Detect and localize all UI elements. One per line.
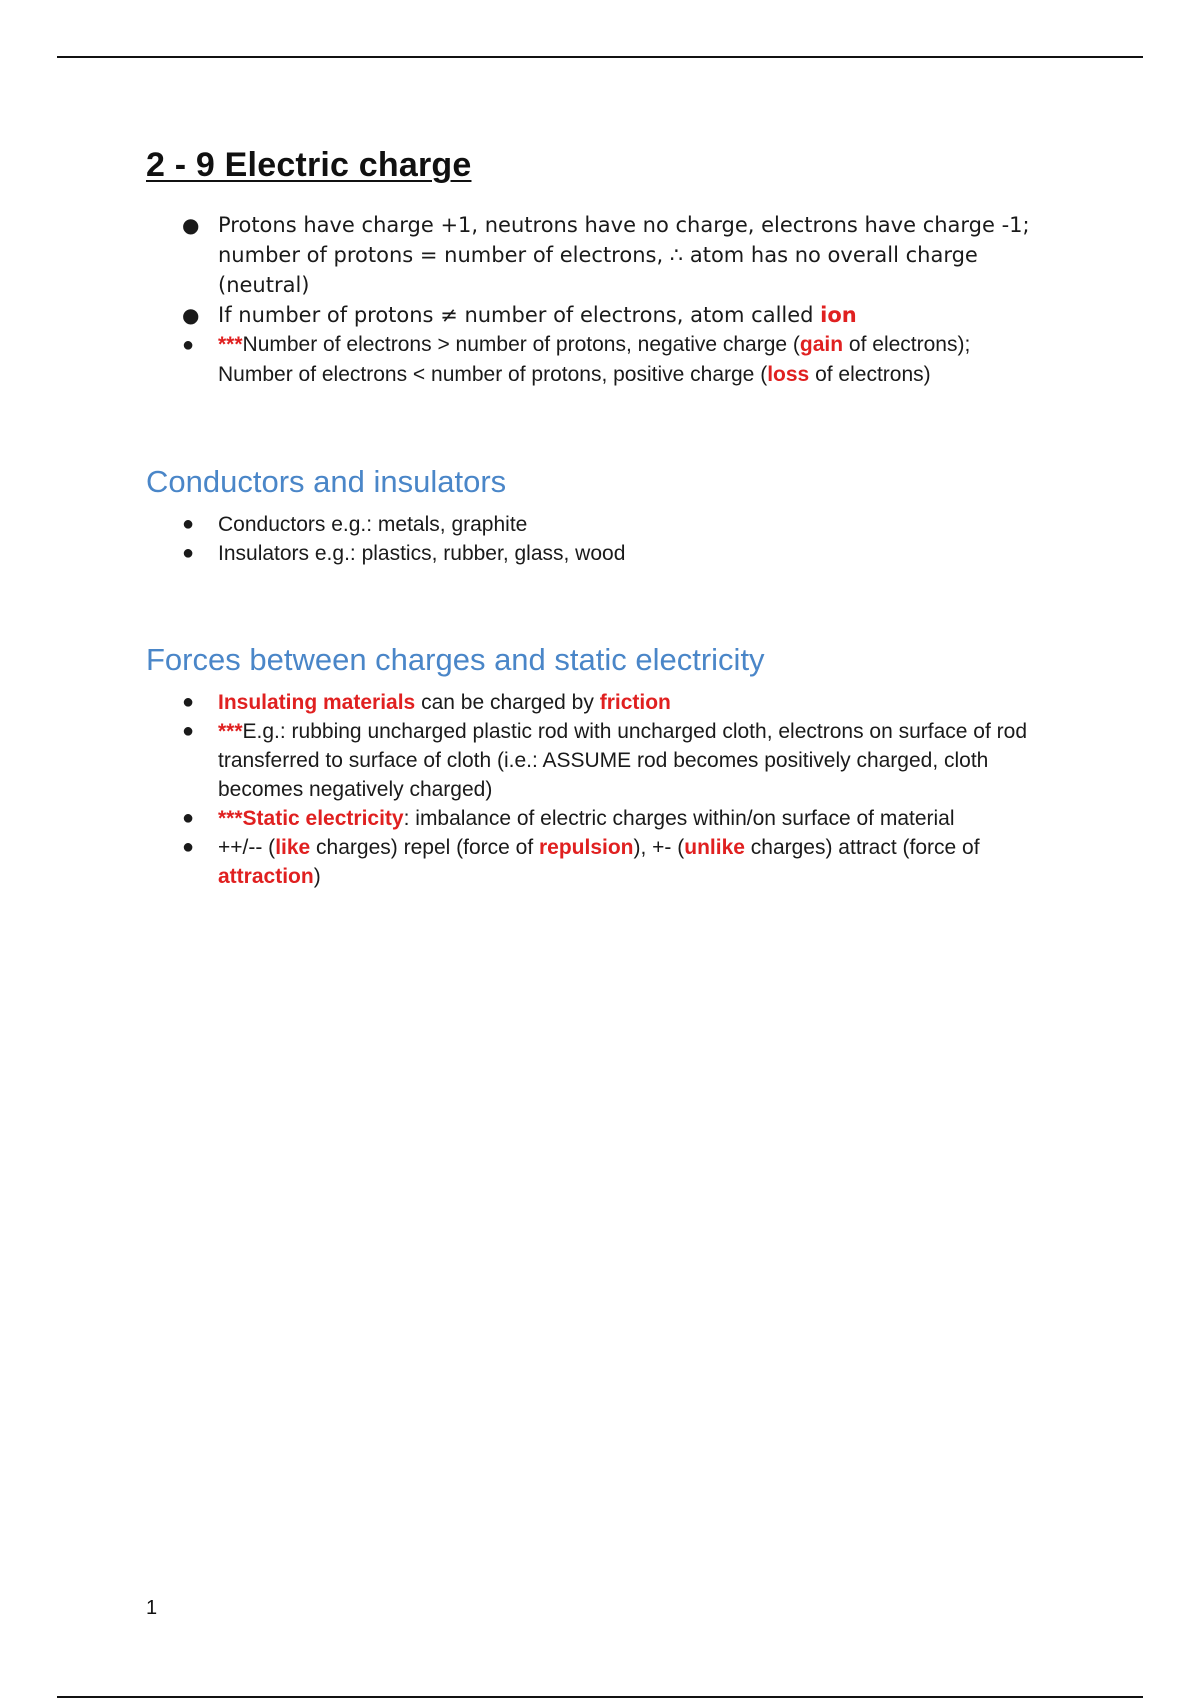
section-heading-forces: Forces between charges and static electricity <box>146 642 765 677</box>
key-term: attraction <box>218 865 314 888</box>
bullet-icon: ● <box>182 720 195 742</box>
list-item-text: E.g.: rubbing uncharged plastic rod with uncharged cloth, electrons on surface of rod transferred to surface of cloth (i.e.: ASSUME rod becomes positively charged, cloth becomes negatively charged) <box>218 720 1027 801</box>
key-term: gain <box>799 333 844 356</box>
conductors-list <box>146 510 1066 568</box>
bullet-icon: ● <box>182 303 200 327</box>
list-item-text: If number of protons ≠ number of electrons, atom called <box>218 303 821 327</box>
list-item-text: Insulators e.g.: plastics, rubber, glass, wood <box>218 542 626 565</box>
bullet-icon: ● <box>182 836 195 858</box>
bottom-rule <box>57 1696 1143 1698</box>
page-number: 1 <box>146 1597 158 1619</box>
list-item-text: Conductors e.g.: metals, graphite <box>218 513 528 536</box>
forces-list <box>146 688 1066 891</box>
list-item-text: ) <box>313 865 321 888</box>
list-item <box>146 510 1066 539</box>
top-rule <box>57 56 1143 58</box>
list-item <box>146 330 1066 390</box>
key-term: Insulating materials <box>218 691 416 714</box>
key-term: ion <box>820 303 857 327</box>
list-item <box>146 833 1066 891</box>
list-item-text: charges) repel (force of <box>310 836 539 859</box>
importance-marker: *** <box>218 333 243 356</box>
bullet-icon: ● <box>182 807 195 829</box>
bullet-icon: ● <box>182 542 195 564</box>
list-item <box>146 539 1066 568</box>
bullet-icon: ● <box>182 334 195 356</box>
key-term: loss <box>767 363 810 386</box>
list-item-text: ++/-- ( <box>218 836 276 859</box>
key-term: friction <box>599 691 671 714</box>
list-item-text: : imbalance of electric charges within/on surface of material <box>403 807 955 830</box>
list-item <box>146 804 1066 833</box>
list-item-text: charges) attract (force of <box>744 836 980 859</box>
key-term: like <box>275 836 311 859</box>
list-item-text: can be charged by <box>415 691 600 714</box>
bullet-icon: ● <box>182 213 200 237</box>
list-item <box>146 688 1066 717</box>
list-item-text: Number of electrons > number of protons, negative charge ( <box>242 333 800 356</box>
list-item-text: Protons have charge +1, neutrons have no charge, electrons have charge -1; number of protons = number of electrons, ∴ atom has no overall charge (neutral) <box>218 213 1030 297</box>
list-item-text: ), +- ( <box>633 836 685 859</box>
list-item-text: Number of electrons < number of protons, positive charge ( <box>218 363 768 386</box>
bullet-icon: ● <box>182 691 195 713</box>
list-item <box>146 717 1066 804</box>
page-title: 2 - 9 Electric charge <box>146 146 472 184</box>
key-term: ***Static electricity <box>218 807 404 830</box>
list-item <box>146 300 1066 330</box>
list-item <box>146 210 1066 300</box>
key-term: repulsion <box>538 836 634 859</box>
list-item-text: of electrons) <box>809 363 931 386</box>
list-item-text: of electrons); <box>843 333 971 356</box>
importance-marker: *** <box>218 720 243 743</box>
intro-list <box>146 210 1066 390</box>
section-heading-conductors: Conductors and insulators <box>146 464 507 499</box>
page-content <box>146 140 1066 891</box>
key-term: unlike <box>684 836 745 859</box>
bullet-icon: ● <box>182 513 195 535</box>
